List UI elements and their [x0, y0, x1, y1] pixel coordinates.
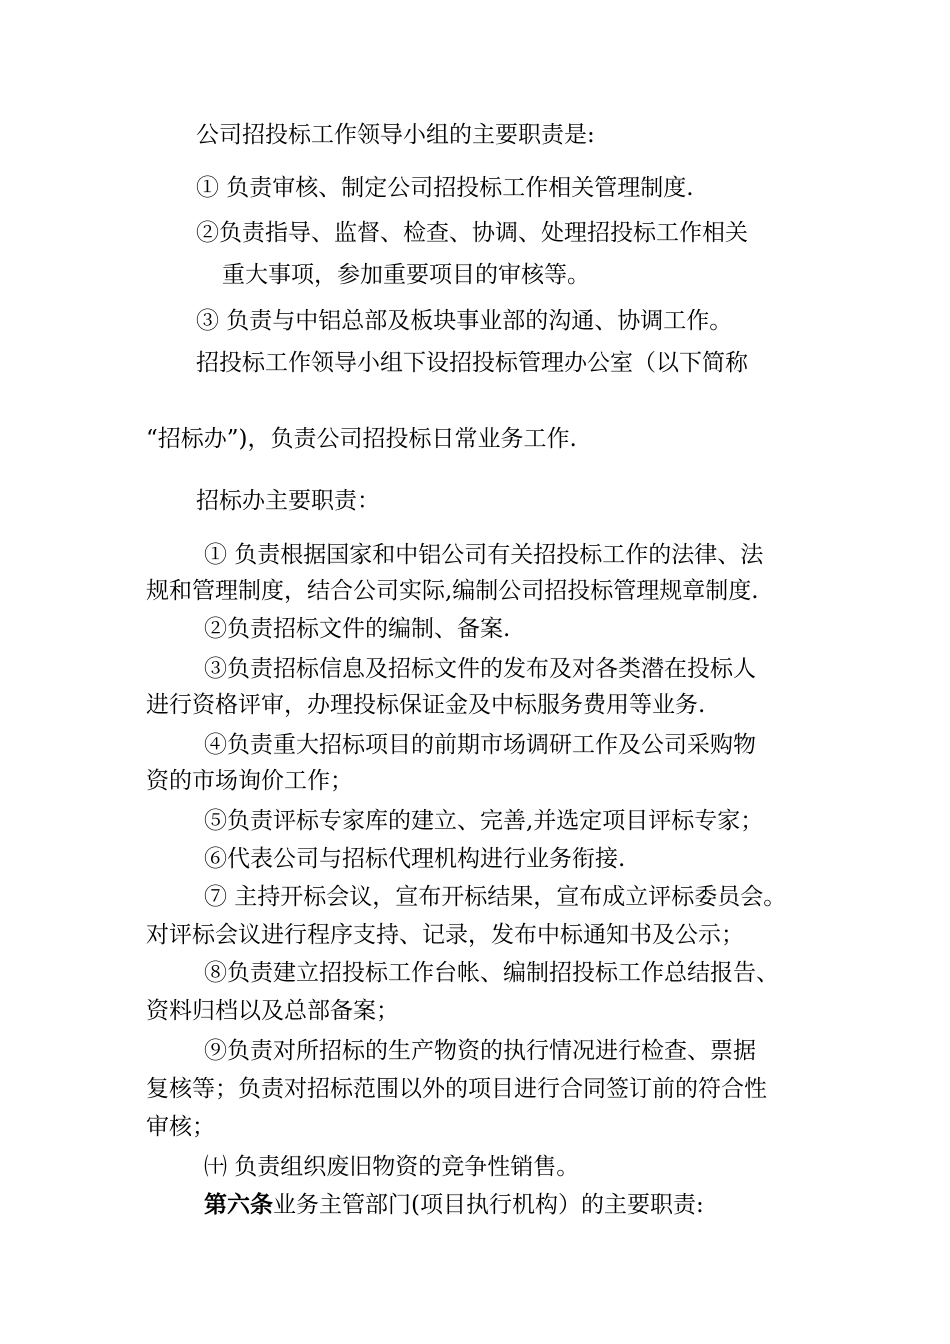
leading-group-duty-1: ① 负责审核、制定公司招投标工作相关管理制度. — [196, 175, 694, 201]
article-6-paragraph — [204, 1190, 704, 1220]
office-duty-1: ① 负责根据国家和中铝公司有关招投标工作的法律、法 — [204, 542, 764, 568]
article-6-text: 业务主管部门(项目执行机构）的主要职责: — [273, 1192, 704, 1218]
office-intro-line-2: “招标办”)，负责公司招投标日常业务工作. — [146, 426, 577, 452]
leading-group-duty-2: ②负责指导、监督、检查、协调、处理招投标工作相关 — [196, 220, 748, 246]
leading-group-duty-3: ③ 负责与中铝总部及板块事业部的沟通、协调工作。 — [196, 308, 733, 334]
office-duty-8-cont: 资料归档以及总部备案； — [146, 998, 399, 1024]
leading-group-duties-heading: 公司招投标工作领导小组的主要职责是: — [196, 122, 595, 148]
office-duties-heading: 招标办主要职责： — [196, 488, 380, 514]
office-duty-9-cont-1: 复核等；负责对招标范围以外的项目进行合同签订前的符合性 — [146, 1076, 767, 1102]
office-duty-8: ⑧负责建立招投标工作台帐、编制招投标工作总结报告、 — [204, 960, 779, 986]
office-duty-7: ⑦ 主持开标会议，宣布开标结果，宣布成立评标委员会。 — [204, 884, 787, 910]
office-duty-5: ⑤负责评标专家库的建立、完善,并选定项目评标专家； — [204, 808, 764, 834]
office-duty-6: ⑥代表公司与招标代理机构进行业务衔接. — [204, 846, 626, 872]
office-duty-4-cont: 资的市场询价工作； — [146, 768, 353, 794]
office-duty-3: ③负责招标信息及招标文件的发布及对各类潜在投标人 — [204, 656, 756, 682]
leading-group-duty-2-cont: 重大事项，参加重要项目的审核等。 — [222, 262, 590, 288]
office-duty-9: ⑨负责对所招标的生产物资的执行情况进行检查、票据 — [204, 1038, 756, 1064]
office-intro-line-1: 招投标工作领导小组下设招投标管理办公室（以下简称 — [196, 350, 748, 376]
office-duty-7-cont: 对评标会议进行程序支持、记录，发布中标通知书及公示； — [146, 922, 744, 948]
office-duty-10: ㈩ 负责组织废旧物资的竞争性销售。 — [204, 1154, 580, 1180]
office-duty-3-cont: 进行资格评审，办理投标保证金及中标服务费用等业务. — [146, 692, 706, 718]
office-duty-9-cont-2: 审核； — [146, 1114, 215, 1140]
office-duty-2: ②负责招标文件的编制、备案. — [204, 616, 511, 642]
office-duty-1-cont: 规和管理制度，结合公司实际,编制公司招投标管理规章制度. — [146, 578, 759, 604]
office-duty-4: ④负责重大招标项目的前期市场调研工作及公司采购物 — [204, 732, 756, 758]
article-6-title: 第六条 — [204, 1191, 273, 1218]
